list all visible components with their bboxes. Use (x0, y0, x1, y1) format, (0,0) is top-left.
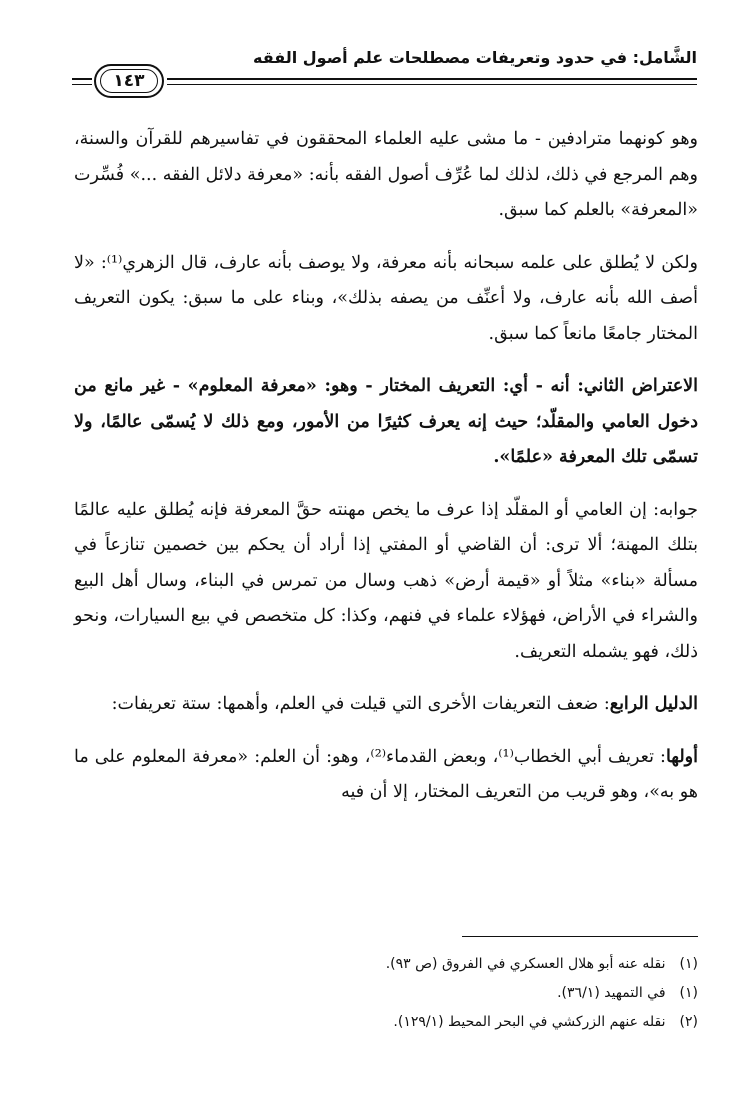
page-number: ١٤٣ (113, 71, 145, 91)
paragraph-4-answer: جوابه: إن العامي أو المقلّد إذا عرف ما يخص مهنته حقَّ المعرفة فإنه يُطلق عليه عالمًا بتلك المهنة؛ ألا ترى: أن القاضي أو المفتي إذا أراد أن يحكم بين خصمين تنازعاً في مسألة «بناء» مثلاً أو «قيمة أرض» ذهب وسال من تمرس في البناء، وسال أهل البيع والشراء في الأراض، فهؤلاء علماء في فنهم، وكذا: كل متخصص في بيع السيارات، ونحو ذلك، فهو يشمله التعريف. (74, 499, 698, 662)
footnote-list (74, 950, 698, 1037)
footnote-number: (١) (679, 985, 698, 1001)
footnote (74, 950, 698, 979)
paragraph-3-objection: الاعتراض الثاني: أنه - أي: التعريف المختار - وهو: «معرفة المعلوم» - غير مانع من دخول العامي والمقلّد؛ حيث إنه يعرف كثيرًا من الأمور، ومع ذلك لا يُسمّى عالمًا، ولا تسمّى تلك المعرفة «علمًا». (74, 376, 698, 467)
paragraph-1: وهو كونهما مترادفين - ما مشى عليه العلماء المحققون في تفاسيرهم للقرآن والسنة، وهم المرجع في ذلك، لذلك لما عُرِّف أصول الفقه بأنه: «معرفة دلائل الفقه ...» فُسِّرت «المعرفة» بالعلم كما سبق. (74, 129, 698, 220)
footnote-text: في التمهيد (٣٦/١). (557, 985, 666, 1001)
footnote-text: نقله عنه أبو هلال العسكري في الفروق (ص ٩٣). (385, 956, 666, 972)
footnote (74, 979, 698, 1008)
footnote (74, 1008, 698, 1037)
page-number-frame (94, 64, 164, 98)
paragraph-5-text: : ضعف التعريفات الأخرى التي قيلت في العلم، وأهمها: ستة تعريفات: (111, 694, 610, 714)
header-rule-top (167, 78, 697, 80)
paragraph-2: ولكن لا يُطلق على علمه سبحانه بأنه معرفة، ولا يوصف بأنه عارف، قال الزهري⁽¹⁾: «لا أصف الله بأنه عارف، ولا أعنِّف من يصفه بذلك»، وبناء على ما سبق: يكون التعريف المختار جامعًا مانعاً كما سبق. (74, 252, 698, 344)
footnote-number: (١) (679, 956, 698, 972)
paragraph-6 (74, 740, 698, 811)
paragraph-5-lead: الدليل الرابع (609, 694, 698, 714)
paragraph-5 (74, 687, 698, 723)
page-header (72, 40, 697, 102)
main-text (74, 122, 698, 828)
header-rule-left-bottom (72, 84, 92, 85)
header-rule-left-top (72, 78, 92, 80)
paragraph-6-lead: أولها (665, 746, 698, 767)
footnote-text: نقله عنهم الزركشي في البحر المحيط (١٢٩/١). (393, 1014, 666, 1030)
header-rule-bottom (167, 84, 697, 85)
footnote-number: (٢) (679, 1014, 698, 1030)
running-title: الشَّامل: في حدود وتعريفات مصطلحات علم أصول الفقه (253, 48, 697, 67)
footnote-separator (462, 936, 698, 937)
paragraph-6-text: : تعريف أبي الخطاب⁽¹⁾، وبعض القدماء⁽²⁾، وهو: أن العلم: «معرفة المعلوم على ما هو به»، وهو قريب من التعريف المختار، إلا أن فيه (74, 746, 698, 802)
